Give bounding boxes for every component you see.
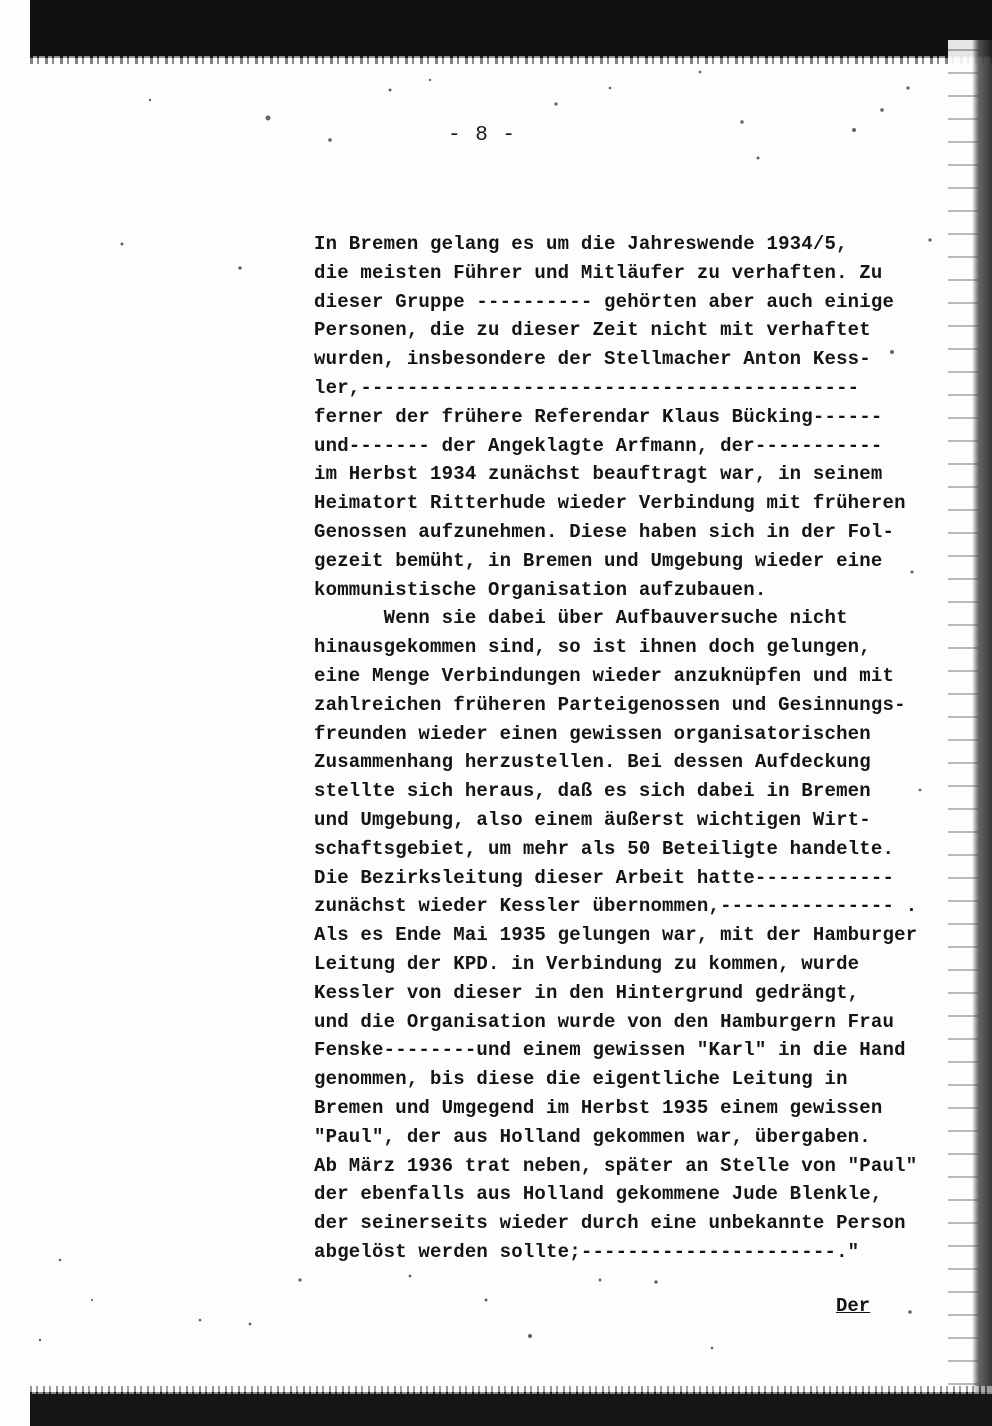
text-line: Genossen aufzunehmen. Diese haben sich in der Fol- bbox=[314, 520, 895, 543]
text-line: und------- der Angeklagte Arfmann, der----------- bbox=[314, 434, 883, 457]
text-line: Als es Ende Mai 1935 gelungen war, mit der Hamburger bbox=[314, 924, 918, 947]
text-line: schaftsgebiet, um mehr als 50 Beteiligte handelte. bbox=[314, 837, 895, 860]
text-line: kommunistische Organisation aufzubauen. bbox=[314, 578, 767, 601]
text-line: der ebenfalls aus Holland gekommene Jude Blenkle, bbox=[314, 1183, 883, 1206]
text-line: freunden wieder einen gewissen organisatorischen bbox=[314, 722, 871, 745]
text-line: gezeit bemüht, in Bremen und Umgebung wieder eine bbox=[314, 549, 883, 572]
text-line: Fenske--------und einem gewissen "Karl" in die Hand bbox=[314, 1039, 906, 1062]
text-line: genommen, bis diese die eigentliche Leitung in bbox=[314, 1068, 848, 1091]
text-line: zunächst wieder Kessler übernommen,--------------- . bbox=[314, 895, 918, 918]
text-line: Wenn sie dabei über Aufbauversuche nicht bbox=[314, 607, 848, 630]
text-line: Personen, die zu dieser Zeit nicht mit verhaftet bbox=[314, 319, 871, 342]
text-line: die meisten Führer und Mitläufer zu verhaften. Zu bbox=[314, 261, 883, 284]
scan-right-border bbox=[948, 40, 992, 1400]
text-line: zahlreichen früheren Parteigenossen und Gesinnungs- bbox=[314, 693, 906, 716]
text-line: im Herbst 1934 zunächst beauftragt war, in seinem bbox=[314, 463, 883, 486]
text-line: und Umgebung, also einem äußerst wichtigen Wirt- bbox=[314, 808, 871, 831]
text-line: stellte sich heraus, daß es sich dabei in Bremen bbox=[314, 780, 871, 803]
text-line: Bremen und Umgegend im Herbst 1935 einem gewissen bbox=[314, 1096, 883, 1119]
text-line: ferner der frühere Referendar Klaus Bücking------ bbox=[314, 405, 883, 428]
text-line: abgelöst werden sollte;----------------------." bbox=[314, 1240, 860, 1263]
text-line: Die Bezirksleitung dieser Arbeit hatte------------ bbox=[314, 866, 895, 889]
scan-top-border bbox=[30, 0, 992, 58]
catchword: Der bbox=[836, 1295, 871, 1317]
text-line: "Paul", der aus Holland gekommen war, übergaben. bbox=[314, 1125, 871, 1148]
text-line: Leitung der KPD. in Verbindung zu kommen, wurde bbox=[314, 952, 860, 975]
text-line: und die Organisation wurde von den Hamburgern Frau bbox=[314, 1010, 895, 1033]
text-line: dieser Gruppe ---------- gehörten aber auch einige bbox=[314, 290, 895, 313]
text-line: Heimatort Ritterhude wieder Verbindung mit früheren bbox=[314, 492, 906, 515]
text-line: ler,------------------------------------------- bbox=[314, 376, 860, 399]
text-line: Ab März 1936 trat neben, später an Stelle von "Paul" bbox=[314, 1154, 918, 1177]
text-line: hinausgekommen sind, so ist ihnen doch gelungen, bbox=[314, 636, 871, 659]
body-text bbox=[314, 230, 934, 1267]
text-line: der seinerseits wieder durch eine unbekannte Person bbox=[314, 1212, 906, 1235]
text-line: Kessler von dieser in den Hintergrund gedrängt, bbox=[314, 981, 860, 1004]
text-line: Zusammenhang herzustellen. Bei dessen Aufdeckung bbox=[314, 751, 871, 774]
text-line: wurden, insbesondere der Stellmacher Anton Kess- bbox=[314, 348, 871, 371]
text-line: eine Menge Verbindungen wieder anzuknüpfen und mit bbox=[314, 664, 895, 687]
text-line: In Bremen gelang es um die Jahreswende 1934/5, bbox=[314, 233, 848, 255]
page-number: - 8 - bbox=[448, 124, 517, 147]
scan-bottom-border bbox=[30, 1392, 992, 1426]
